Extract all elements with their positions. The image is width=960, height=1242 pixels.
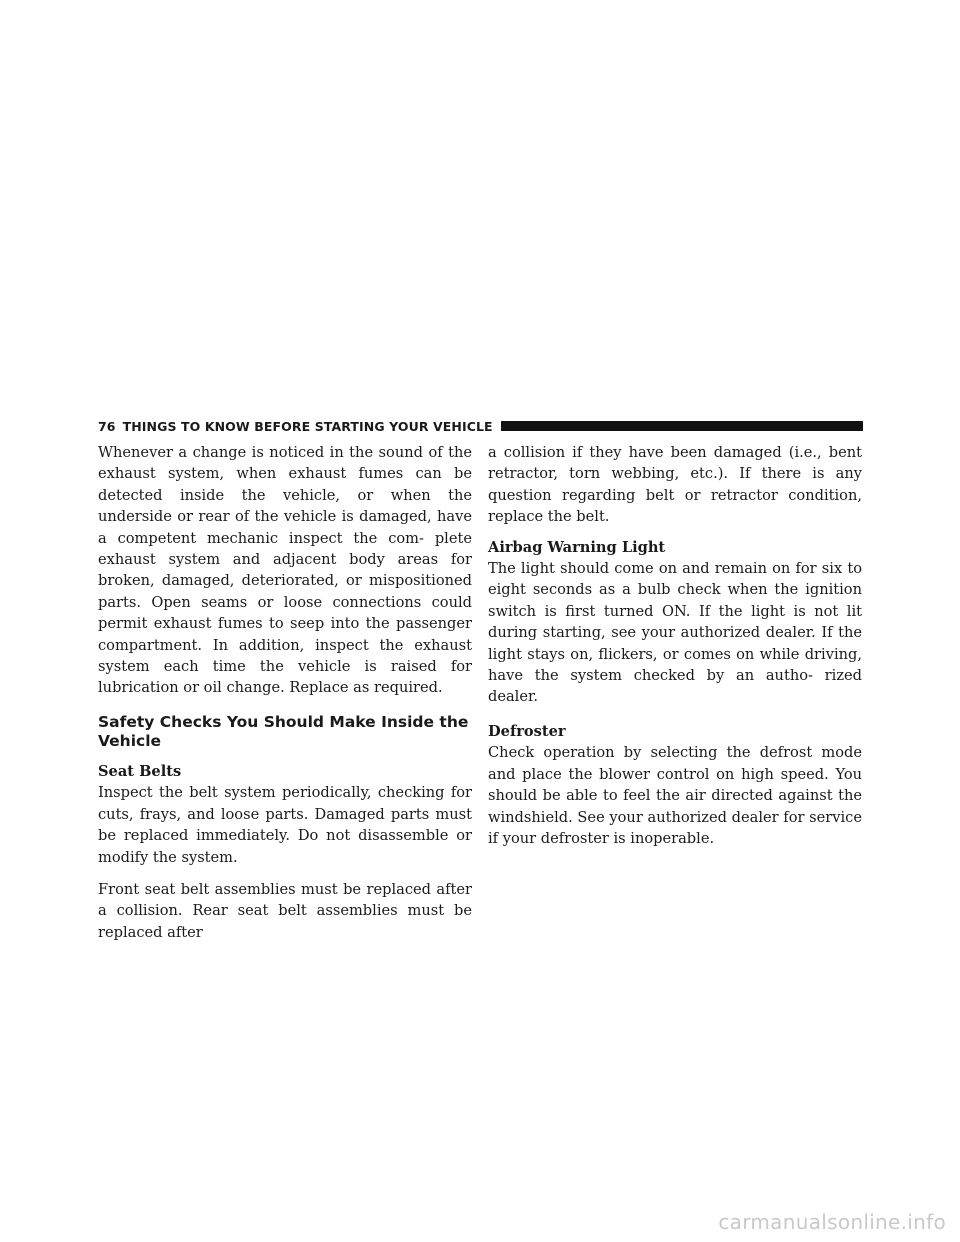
chapter-title: THINGS TO KNOW BEFORE STARTING YOUR VEHICLE xyxy=(122,418,493,434)
watermark: carmanualsonline.info xyxy=(718,1210,946,1234)
section-heading: Safety Checks You Should Make Inside the Vehicle xyxy=(98,712,469,750)
airbag-warning-paragraph: The light should come on and remain on for six to eight seconds as a bulb check when the ignition switch is first turned ON. If the light is not lit during starting, see your authorized dealer. If the light stays on, flickers, or comes on while driving, have the system checked by an autho- rized dealer. xyxy=(488,560,862,706)
page-number: 76 xyxy=(98,418,116,434)
seat-belt-replacement-paragraph: Front seat belt assemblies must be replaced after a collision. Rear seat belt assemblies must be replaced after xyxy=(98,880,472,941)
header-rule xyxy=(501,421,863,431)
airbag-warning-heading: Airbag Warning Light xyxy=(488,538,666,556)
defroster-heading: Defroster xyxy=(488,722,566,740)
left-column xyxy=(98,442,472,943)
page-header xyxy=(98,417,863,435)
seat-belt-continued-paragraph: a collision if they have been damaged (i.e., bent retractor, torn webbing, etc.). If there is any question regarding belt or retractor condition, replace the belt. xyxy=(488,444,862,526)
exhaust-paragraph: Whenever a change is noticed in the sound of the exhaust system, when exhaust fumes can be detected inside the vehicle, or when the underside or rear of the vehicle is damaged, have a competent mechanic inspect the com- plete exhaust system and adjacent body areas for broken, damaged, deteriorated, or mispositioned parts. Open seams or loose connections could permit exhaust fumes to seep into the passenger compartment. In addition, inspect the exhaust system each time the vehicle is raised for lubrication or oil change. Replace as required. xyxy=(98,444,472,697)
seat-belts-heading: Seat Belts xyxy=(98,762,182,780)
seat-belts-paragraph: Inspect the belt system periodically, checking for cuts, frays, and loose parts. Damaged parts must be replaced immediately. Do not disassemble or modify the system. xyxy=(98,784,472,866)
right-column xyxy=(488,442,862,849)
defroster-paragraph: Check operation by selecting the defrost mode and place the blower control on high speed. You should be able to feel the air directed against the windshield. See your authorized dealer for service if your defroster is inoperable. xyxy=(488,744,862,847)
